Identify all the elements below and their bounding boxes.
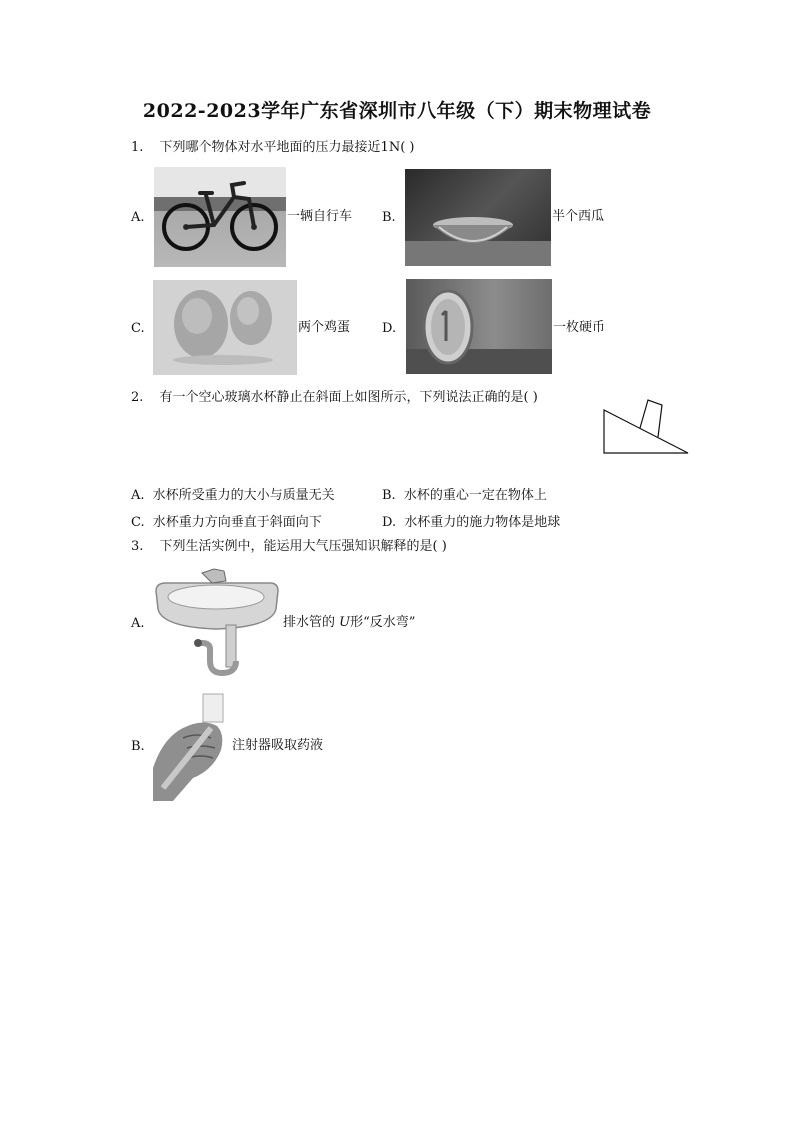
option-c	[131, 511, 322, 530]
option-letter: C.	[131, 515, 145, 530]
option-caption: 两个鸡蛋	[298, 320, 351, 335]
option-text: 水杯重力方向垂直于斜面向下	[152, 515, 322, 530]
option-letter: C.	[131, 321, 145, 336]
option-text: 水杯所受重力的大小与质量无关	[152, 488, 335, 503]
eggs-photo	[153, 280, 297, 375]
option-caption	[283, 615, 415, 631]
option-caption: 半个西瓜	[552, 209, 605, 224]
caption-part: U	[339, 615, 351, 630]
caption-part: 排水管的	[283, 615, 340, 630]
option-text: 水杯的重心一定在物体上	[403, 488, 547, 503]
option-letter: B.	[382, 210, 396, 225]
question-number: 3.	[131, 539, 144, 554]
option-a	[131, 484, 335, 503]
option-caption: 一辆自行车	[287, 209, 353, 224]
option-d	[382, 511, 560, 530]
option-letter: A.	[131, 616, 145, 631]
question-text: 有一个空心玻璃水杯静止在斜面上如图所示，下列说法正确的是( )	[159, 390, 538, 405]
question-text: 下列哪个物体对水平地面的压力最接近1N( )	[159, 140, 415, 155]
option-text: 水杯重力的施力物体是地球	[404, 515, 561, 530]
syringe-hand-photo	[153, 688, 231, 801]
option-letter: A.	[131, 210, 145, 225]
option-letter: D.	[382, 321, 397, 336]
question-2	[131, 390, 538, 406]
option-letter: B.	[131, 739, 145, 754]
question-3	[131, 539, 447, 555]
option-letter: A.	[131, 488, 145, 503]
question-text: 下列生活实例中，能运用大气压强知识解释的是( )	[159, 539, 447, 554]
option-letter: B.	[382, 488, 396, 503]
option-letter: D.	[382, 515, 397, 530]
question-number: 1.	[131, 140, 144, 155]
incline-cup-diagram	[602, 394, 692, 456]
sink-drain-photo	[152, 565, 282, 680]
page-title: 2022-2023学年广东省深圳市八年级（下）期末物理试卷	[142, 100, 652, 122]
bicycle-photo	[154, 167, 286, 267]
option-b	[382, 484, 547, 503]
coin-photo	[406, 279, 552, 374]
option-caption: 一枚硬币	[553, 320, 606, 335]
caption-part: 形“反水弯”	[350, 615, 416, 630]
option-caption: 注射器吸取药液	[232, 738, 324, 753]
question-1	[131, 140, 414, 156]
watermelon-photo	[405, 169, 551, 266]
question-number: 2.	[131, 390, 144, 405]
